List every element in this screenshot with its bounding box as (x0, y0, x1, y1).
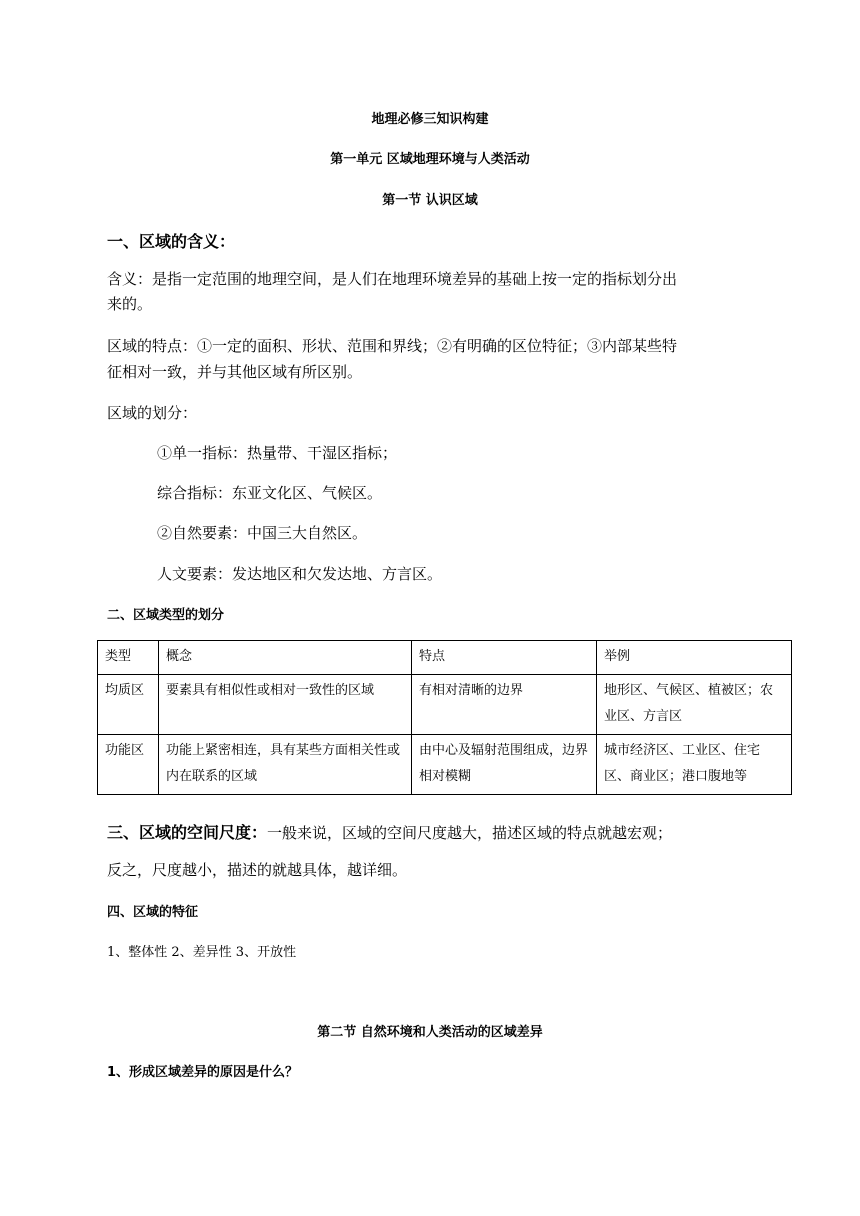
table-cell: 地形区、气候区、植被区；农业区、方言区 (597, 675, 792, 735)
unit-title: 第一单元 区域地理环境与人类活动 (330, 152, 530, 167)
traits-line: 1、整体性 2、差异性 3、开放性 (107, 945, 297, 960)
division-item: ②自然要素：中国三大自然区。 (157, 524, 368, 542)
scale-text: 一般来说，区域的空间尺度越大，描述区域的特点就越宏观； (267, 824, 673, 842)
table-header-cell: 概念 (159, 641, 412, 675)
table-header-cell: 举例 (597, 641, 792, 675)
table-header-cell: 特点 (412, 641, 597, 675)
division-item: ①单一指标：热量带、干湿区指标； (157, 444, 398, 462)
document-title: 地理必修三知识构建 (371, 112, 489, 127)
table-row (98, 735, 792, 795)
table-row (98, 675, 792, 735)
division-item: 综合指标：东亚文化区、气候区。 (157, 484, 383, 502)
table-cell: 有相对清晰的边界 (412, 675, 597, 735)
heading-types: 二、区域类型的划分 (107, 608, 225, 623)
scale-line-2: 反之，尺度越小，描述的就越具体，越详细。 (107, 861, 408, 879)
region-types-table (97, 640, 792, 795)
table-header-cell: 类型 (98, 641, 159, 675)
heading-scale: 三、区域的空间尺度： (107, 823, 268, 842)
section-2-title: 第二节 自然环境和人类活动的区域差异 (317, 1025, 543, 1040)
meaning-line-2: 来的。 (107, 295, 153, 313)
table-cell: 功能上紧密相连，具有某些方面相关性或内在联系的区域 (159, 735, 412, 795)
table-cell: 功能区 (98, 735, 159, 795)
question-1: 1、形成区域差异的原因是什么？ (107, 1065, 299, 1080)
scale-line-1 (107, 820, 672, 843)
features-line-1: 区域的特点：①一定的面积、形状、范围和界线；②有明确的区位特征；③内部某些特 (107, 337, 678, 355)
features-line-2: 征相对一致，并与其他区域有所区别。 (107, 363, 363, 381)
meaning-line-1: 含义：是指一定范围的地理空间，是人们在地理环境差异的基础上按一定的指标划分出 (107, 270, 678, 288)
table-cell: 要素具有相似性或相对一致性的区域 (159, 675, 412, 735)
table-cell: 均质区 (98, 675, 159, 735)
section-1-title: 第一节 认识区域 (382, 193, 478, 208)
heading-traits: 四、区域的特征 (107, 905, 199, 920)
division-item: 人文要素：发达地区和欠发达地、方言区。 (157, 565, 443, 583)
table-cell: 城市经济区、工业区、住宅区、商业区；港口腹地等 (597, 735, 792, 795)
division-label: 区域的划分： (107, 404, 198, 422)
table-header-row (98, 641, 792, 675)
table-cell: 由中心及辐射范围组成，边界相对模糊 (412, 735, 597, 795)
heading-meaning: 一、区域的含义： (107, 232, 236, 251)
